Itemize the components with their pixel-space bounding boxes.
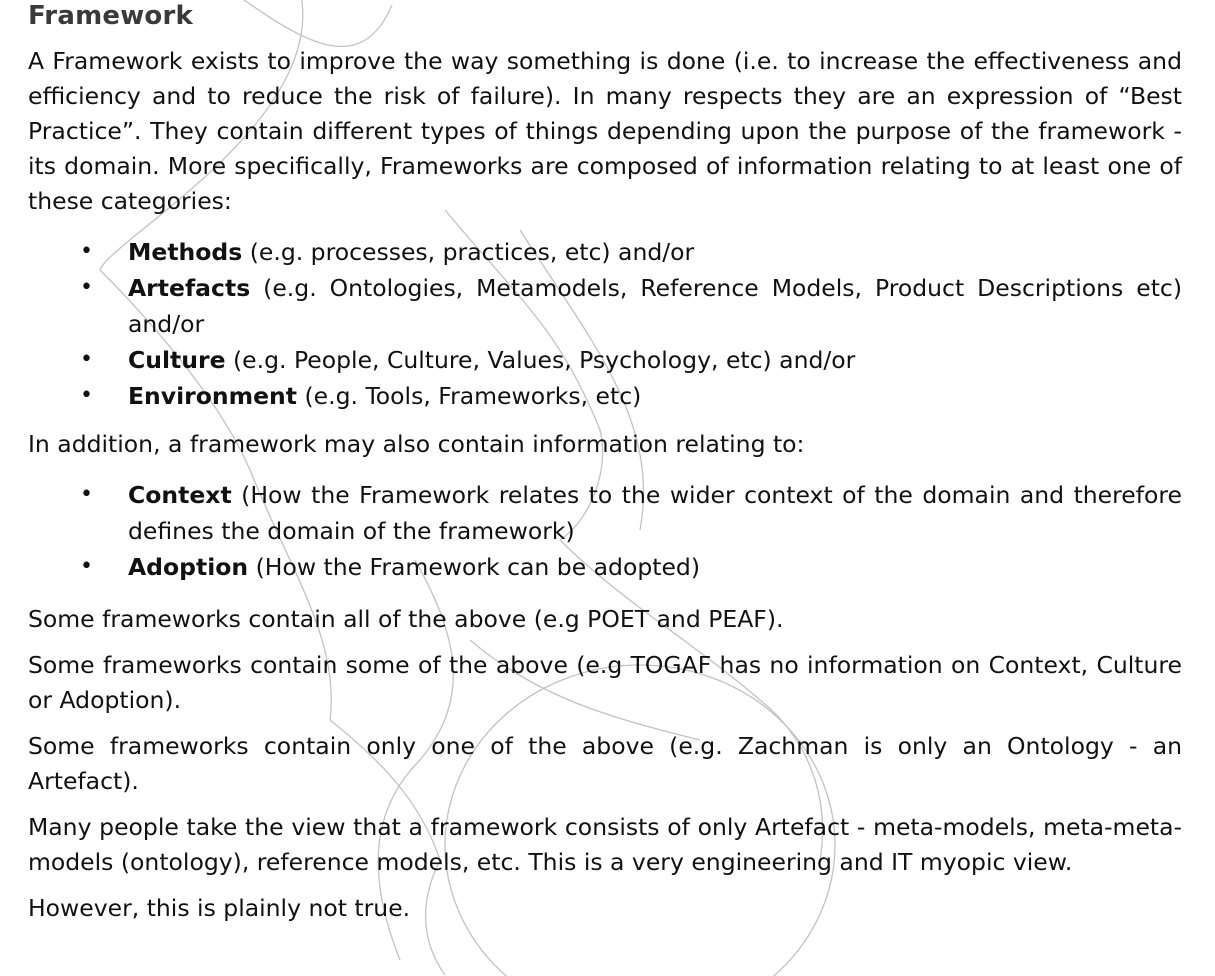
bullet-icon: • bbox=[80, 383, 93, 408]
bullet-icon: • bbox=[80, 239, 93, 264]
additional-intro: In addition, a framework may also contain information relating to: bbox=[28, 430, 805, 458]
list-item-desc: (e.g. Ontologies, Metamodels, Reference Models, Product Descriptions etc) and/or bbox=[128, 274, 1182, 338]
list-item-desc: (How the Framework relates to the wider context of the domain and therefore defines the domain of the framework) bbox=[128, 481, 1182, 545]
list-item-methods bbox=[28, 234, 1182, 270]
list-item-term: Context bbox=[128, 481, 232, 509]
list-item-term: Adoption bbox=[128, 553, 249, 581]
paragraph-all-above: Some frameworks contain all of the above (e.g POET and PEAF). bbox=[28, 605, 784, 633]
list-item-adoption bbox=[28, 549, 1182, 585]
additional-list bbox=[28, 477, 1182, 585]
list-item-context bbox=[28, 477, 1182, 549]
list-item-environment bbox=[28, 378, 1182, 414]
bullet-icon: • bbox=[80, 482, 93, 507]
paragraph-some-above: Some frameworks contain some of the above (e.g TOGAF has no information on Context, Culture or Adoption). bbox=[28, 651, 1182, 714]
list-item-term: Artefacts bbox=[128, 274, 251, 302]
bullet-icon: • bbox=[80, 275, 93, 300]
intro-paragraph: A Framework exists to improve the way something is done (i.e. to increase the effectiveness and efficiency and to reduce the risk of failure). In many respects they are an expression of “Best Practice”. They contain different types of things depending upon the purpose of the framework - its domain. More specifically, Frameworks are composed of information relating to at least one of these categories: bbox=[28, 47, 1182, 215]
list-item-term: Methods bbox=[128, 238, 243, 266]
section-heading: Framework bbox=[28, 1, 193, 31]
list-item-term: Culture bbox=[128, 346, 226, 374]
list-item-artefacts bbox=[28, 270, 1182, 342]
paragraph-conclusion: However, this is plainly not true. bbox=[28, 894, 411, 922]
bullet-icon: • bbox=[80, 554, 93, 579]
list-item-term: Environment bbox=[128, 382, 298, 410]
list-item-desc: (How the Framework can be adopted) bbox=[248, 553, 701, 581]
list-item-desc: (e.g. processes, practices, etc) and/or bbox=[242, 238, 695, 266]
category-list bbox=[28, 234, 1182, 414]
paragraph-one-above: Some frameworks contain only one of the above (e.g. Zachman is only an Ontology - an Artefact). bbox=[28, 732, 1182, 795]
bullet-icon: • bbox=[80, 347, 93, 372]
list-item-culture bbox=[28, 342, 1182, 378]
document-page bbox=[28, 0, 1182, 926]
list-item-desc: (e.g. People, Culture, Values, Psychology, etc) and/or bbox=[225, 346, 856, 374]
list-item-desc: (e.g. Tools, Frameworks, etc) bbox=[297, 382, 642, 410]
paragraph-myopic-view: Many people take the view that a framework consists of only Artefact - meta-models, meta-meta-models (ontology), reference models, etc. This is a very engineering and IT myopic view. bbox=[28, 813, 1182, 876]
